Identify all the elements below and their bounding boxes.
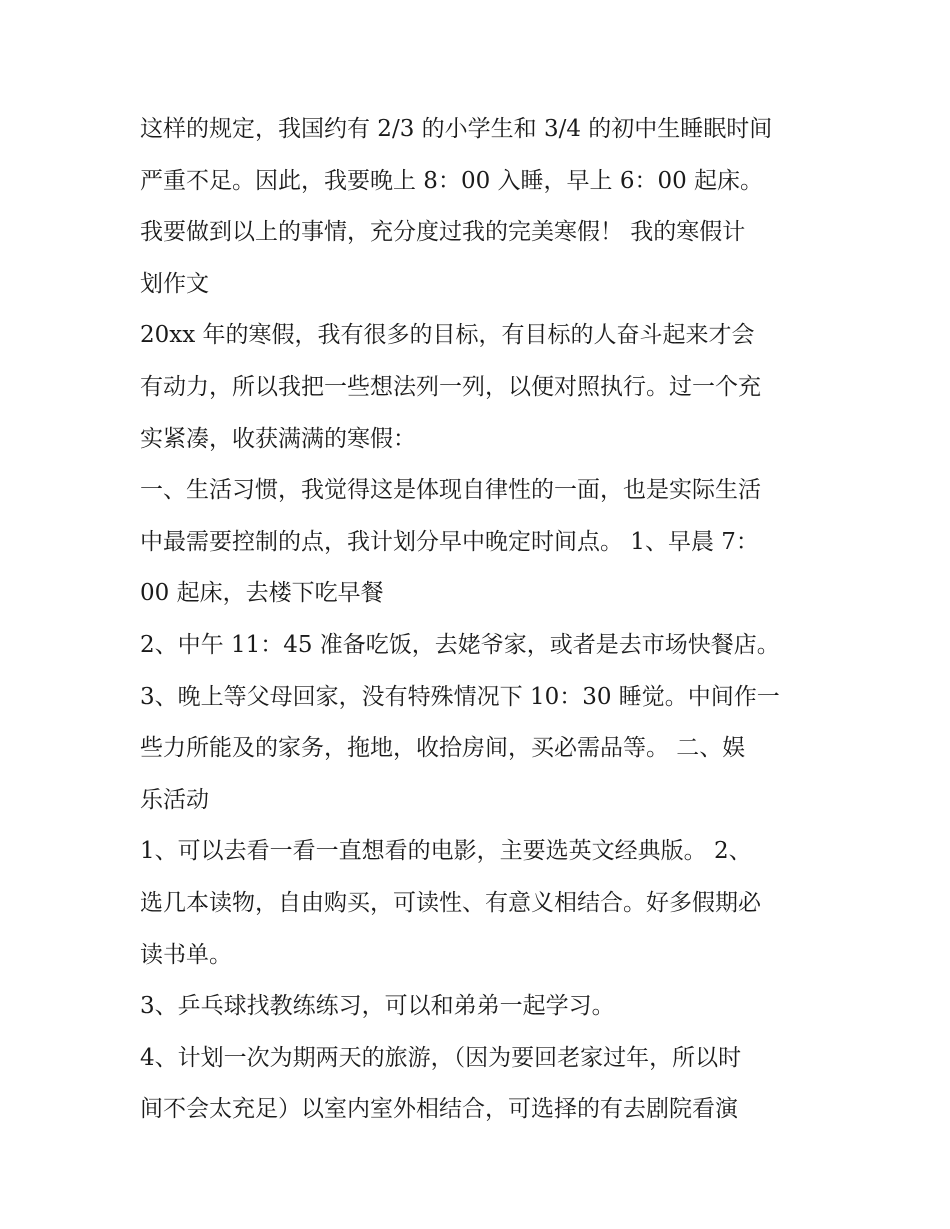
body-text bbox=[140, 104, 820, 1136]
text-line: 我要做到以上的事情，充分度过我的完美寒假！ 我的寒假计 bbox=[140, 219, 746, 246]
text-line: 实紧凑，收获满满的寒假： bbox=[140, 425, 416, 452]
text-line: 间不会太充足）以室内室外相结合，可选择的有去剧院看演 bbox=[140, 1096, 738, 1123]
text-line: 一、生活习惯，我觉得这是体现自律性的一面，也是实际生活 bbox=[140, 477, 761, 504]
text-line: 00 起床，去楼下吃早餐 bbox=[140, 580, 384, 607]
text-line: 3、晚上等父母回家，没有特殊情况下 10：30 睡觉。中间作一 bbox=[140, 683, 780, 710]
text-line: 有动力，所以我把一些想法列一列，以便对照执行。过一个充 bbox=[140, 373, 761, 400]
text-line: 20xx 年的寒假，我有很多的目标，有目标的人奋斗起来才会 bbox=[140, 322, 755, 349]
text-line: 乐活动 bbox=[140, 786, 209, 813]
text-line: 严重不足。因此，我要晚上 8：00 入睡，早上 6：00 起床。 bbox=[140, 167, 764, 194]
text-line: 中最需要控制的点，我计划分早中晚定时间点。 1、早晨 7： bbox=[140, 528, 759, 555]
text-line: 划作文 bbox=[140, 270, 209, 297]
text-line: 1、可以去看一看一直想看的电影，主要选英文经典版。 2、 bbox=[140, 838, 752, 865]
text-line: 3、乒乓球找教练练习，可以和弟弟一起学习。 bbox=[140, 993, 615, 1020]
text-line: 选几本读物，自由购买，可读性、有意义相结合。好多假期必 bbox=[140, 889, 761, 916]
text-line: 读书单。 bbox=[140, 941, 232, 968]
text-line: 4、计划一次为期两天的旅游，（因为要回老家过年，所以时 bbox=[140, 1044, 742, 1071]
text-line: 这样的规定，我国约有 2/3 的小学生和 3/4 的初中生睡眠时间 bbox=[140, 116, 773, 142]
text-line: 些力所能及的家务，拖地，收拾房间，买必需品等。 二、娱 bbox=[140, 735, 746, 762]
text-line: 2、中午 11：45 准备吃饭，去姥爷家，或者是去市场快餐店。 bbox=[140, 631, 780, 658]
